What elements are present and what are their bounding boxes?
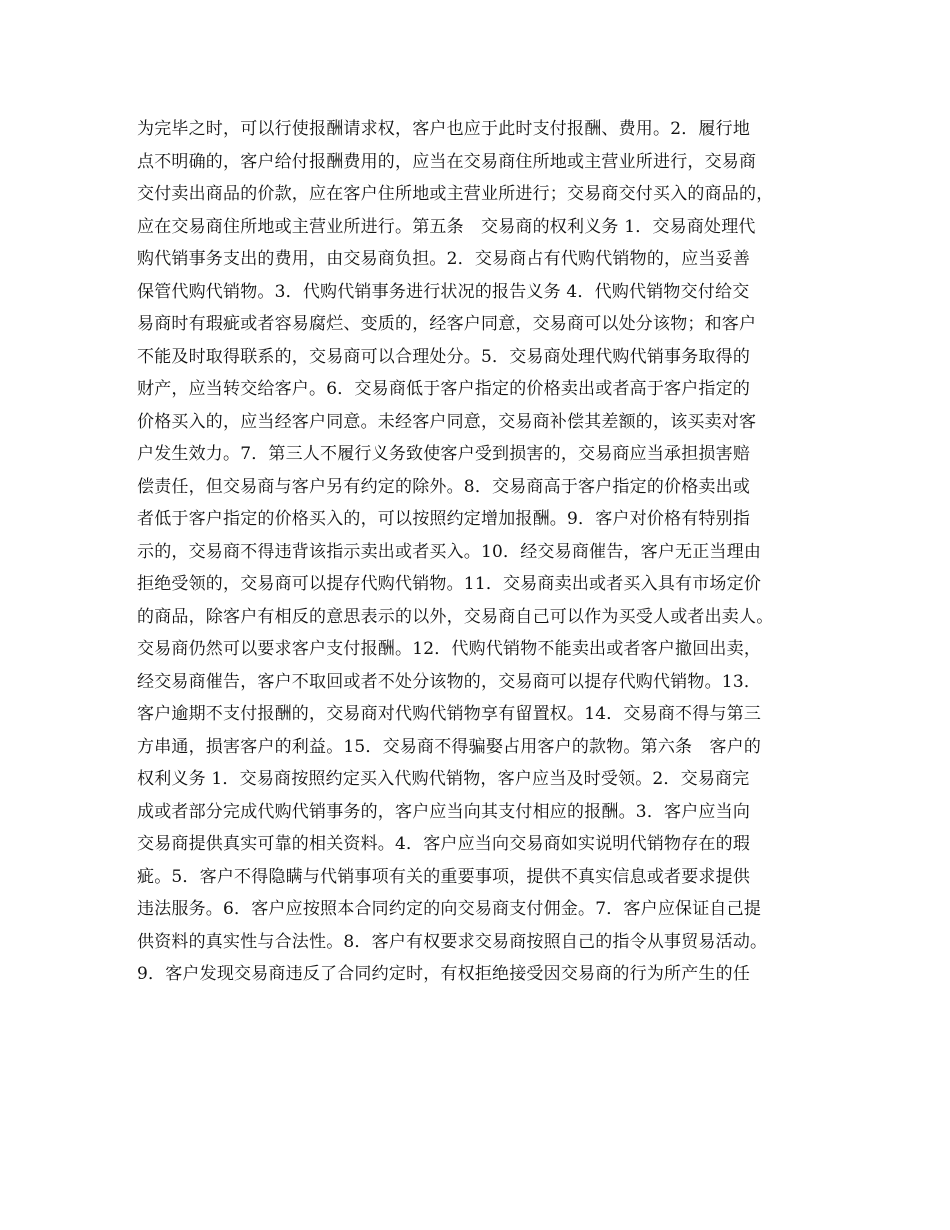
text-line: 拒绝受领的，交易商可以提存代购代销物。11．交易商卖出或者买入具有市场定价 xyxy=(137,574,762,594)
text-line: 违法服务。6．客户应按照本合同约定的向交易商支付佣金。7．客户应保证自己提 xyxy=(137,899,762,919)
text-line: 方串通，损害客户的利益。15．交易商不得骗娶占用客户的款物。第六条 客户的 xyxy=(137,736,762,757)
text-line: 购代销事务支出的费用，由交易商负担。2．交易商占有代购代销物的，应当妥善 xyxy=(137,249,751,269)
text-line: 不能及时取得联系的，交易商可以合理处分。5．交易商处理代购代销事务取得的 xyxy=(137,346,751,367)
text-line: 疵。5．客户不得隐瞒与代销事项有关的重要事项，提供不真实信息或者要求提供 xyxy=(137,866,751,887)
text-line: 户发生效力。7．第三人不履行义务致使客户受到损害的，交易商应当承担损害赔 xyxy=(137,444,751,464)
text-line: 示的，交易商不得违背该指示卖出或者买入。10．经交易商催告，客户无正当理由 xyxy=(137,541,762,562)
text-line: 应在交易商住所地或主营业所进行。第五条 交易商的权利义务 1．交易商处理代 xyxy=(137,216,756,237)
text-line: 易商时有瑕疵或者容易腐烂、变质的，经客户同意，交易商可以处分该物；和客户 xyxy=(137,314,757,334)
text-line: 9．客户发现交易商违反了合同约定时，有权拒绝接受因交易商的行为所产生的任 xyxy=(137,964,751,984)
text-line: 的商品，除客户有相反的意思表示的以外，交易商自己可以作为买受人或者出卖人。 xyxy=(137,606,774,627)
text-line: 交付卖出商品的价款，应在客户住所地或主营业所进行；交易商交付买入的商品的， xyxy=(137,184,774,204)
text-line: 点不明确的，客户给付报酬费用的，应当在交易商住所地或主营业所进行，交易商 xyxy=(137,151,757,172)
text-line: 客户逾期不支付报酬的，交易商对代购代销物享有留置权。14．交易商不得与第三 xyxy=(137,704,762,724)
text-line: 者低于客户指定的价格买入的，可以按照约定增加报酬。9．客户对价格有特别指 xyxy=(137,509,751,529)
text-line: 价格买入的，应当经客户同意。未经客户同意，交易商补偿其差额的，该买卖对客 xyxy=(137,411,757,432)
text-line: 成或者部分完成代购代销事务的，客户应当向其支付相应的报酬。3．客户应当向 xyxy=(137,801,751,822)
text-line: 供资料的真实性与合法性。8．客户有权要求交易商按照自己的指令从事贸易活动。 xyxy=(137,931,768,952)
text-line: 偿责任，但交易商与客户另有约定的除外。8．交易商高于客户指定的价格卖出或 xyxy=(137,476,751,497)
text-line: 经交易商催告，客户不取回或者不处分该物的，交易商可以提存代购代销物。13． xyxy=(137,671,762,692)
text-line: 权利义务 1．交易商按照约定买入代购代销物，客户应当及时受领。2．交易商完 xyxy=(137,769,750,789)
text-line: 交易商仍然可以要求客户支付报酬。12．代购代销物不能卖出或者客户撤回出卖， xyxy=(137,639,762,659)
text-line: 交易商提供真实可靠的相关资料。4．客户应当向交易商如实说明代销物存在的瑕 xyxy=(137,834,751,854)
contract-body-text xyxy=(137,113,837,991)
text-line: 财产，应当转交给客户。6．交易商低于客户指定的价格卖出或者高于客户指定的 xyxy=(137,379,751,399)
text-line: 为完毕之时，可以行使报酬请求权，客户也应于此时支付报酬、费用。2．履行地 xyxy=(137,119,751,139)
text-line: 保管代购代销物。3．代购代销事务进行状况的报告义务 4．代购代销物交付给交 xyxy=(137,281,750,302)
